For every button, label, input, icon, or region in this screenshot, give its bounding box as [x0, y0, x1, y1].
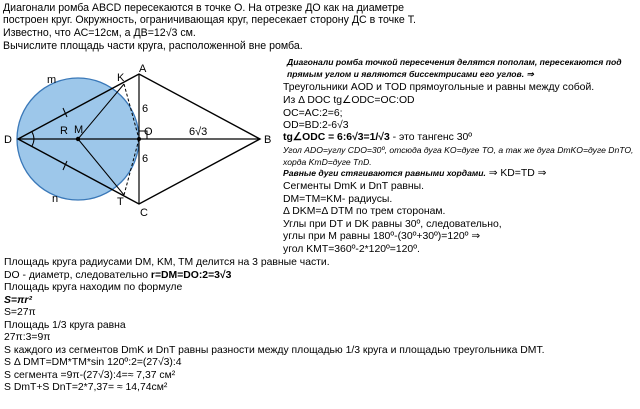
problem-line-2: построен круг. Окружность, ограничивающая круг, пересекает сторону ДС в точке Т.: [3, 14, 416, 26]
label-o: O: [144, 126, 153, 138]
problem-line-4: Вычислите площадь части круга, расположенной вне ромба.: [3, 40, 303, 52]
explanation-line-14: Углы при DT и DK равны 30º, следовательно,: [283, 219, 502, 230]
explanation-line-13: Δ DKM=Δ DTM по трем сторонам.: [283, 206, 446, 217]
label-r: R: [60, 125, 68, 137]
label-ob-length: 6√3: [189, 126, 208, 138]
explanation-line-3: Треугольники AOD и TOD прямоугольные и равны между собой.: [283, 82, 595, 93]
solution-line-1: Площадь круга радиусами DM, KM, TM делится на 3 равные части.: [4, 257, 330, 268]
explanation-line-15: углы при М равны 180º-(30º+30º)=120º ⇒: [283, 231, 481, 242]
solution-line-10: S сегмента =9π-(27√3):4=≈ 7,37 см²: [4, 370, 176, 381]
solution-line-9: S Δ DMT=DM*TM*sin 120º:2=(27√3):4: [4, 357, 182, 368]
solution-line-4: S=πr²: [4, 295, 32, 306]
solution-line-2: [4, 270, 231, 282]
solution-line-11: S DmT+S DnT=2*7,37= ≈ 14,74см²: [4, 382, 168, 393]
label-b: B: [264, 134, 272, 146]
explanation-line-5: OC=AC:2=6;: [283, 108, 343, 119]
problem-line-3: Известно, что АС=12см, а ДВ=12√3 см.: [3, 27, 196, 39]
solution-line-7: 27π:3=9π: [4, 332, 51, 343]
problem-line-1: Диагонали ромба ABCD пересекаются в точке О. На отрезке ДО как на диаметре: [3, 2, 405, 14]
radius-formula: r=DM=DO:2=3√3: [150, 270, 232, 281]
explanation-line-10: [283, 168, 546, 180]
label-arc-m: m: [47, 74, 57, 86]
point-o: [137, 137, 141, 141]
explanation-line-1: Диагонали ромба точкой пересечения делятся пополам, пересекаются под: [287, 57, 622, 67]
chords-conclusion: ⇒ KD=TD ⇒: [485, 168, 547, 179]
solution-line-3: Площадь круга находим по формуле: [4, 282, 183, 293]
label-a: A: [139, 63, 147, 75]
label-m: M: [74, 124, 84, 136]
explanation-line-9: хорда KmD=дуге TnD.: [283, 157, 372, 167]
tangent-note: - это тангенс 30º: [389, 132, 473, 143]
chords-rule: Равные дуги стягиваются равными хордами.: [283, 168, 486, 178]
explanation-line-11: Сегменты DmK и DnT равны.: [283, 181, 425, 192]
explanation-line-7: [283, 132, 472, 144]
label-oa-length: 6: [142, 103, 149, 115]
solution-line-6: Площадь 1/3 круга равна: [4, 320, 126, 331]
diameter-text: DO - диаметр, следовательно: [4, 270, 151, 281]
explanation-line-4: Из Δ DOC tg∠ODC=OC:OD: [283, 95, 415, 106]
point-m: [76, 137, 80, 141]
label-c: C: [140, 207, 148, 219]
label-k: K: [117, 72, 125, 84]
label-oc-length: 6: [142, 153, 149, 165]
label-t: T: [117, 196, 124, 208]
rhombus-circle-figure: [0, 56, 280, 256]
label-arc-n: n: [52, 193, 59, 205]
explanation-line-16: угол KMT=360º-2*120º=120º.: [283, 244, 420, 255]
explanation-line-2: прямым углом и являются биссектрисами его углов. ⇒: [287, 69, 534, 79]
explanation-line-12: DM=TM=KM- радиусы.: [283, 194, 393, 205]
label-d: D: [4, 134, 12, 146]
solution-line-5: S=27π: [4, 307, 36, 318]
explanation-line-6: OD=BD:2-6√3: [283, 120, 349, 131]
explanation-line-8: Угол ADO=углу CDO=30º, отсюда дуга KO=дуге TO, а так же дуга DmKO=дуге DnTO,: [283, 145, 634, 155]
tangent-formula: tg∠ODC = 6:6√3=1/√3: [283, 132, 390, 143]
solution-line-8: S каждого из сегментов DmK и DnT равны разности между площадью 1/3 круга и площадью треугольника DMT.: [4, 345, 545, 356]
